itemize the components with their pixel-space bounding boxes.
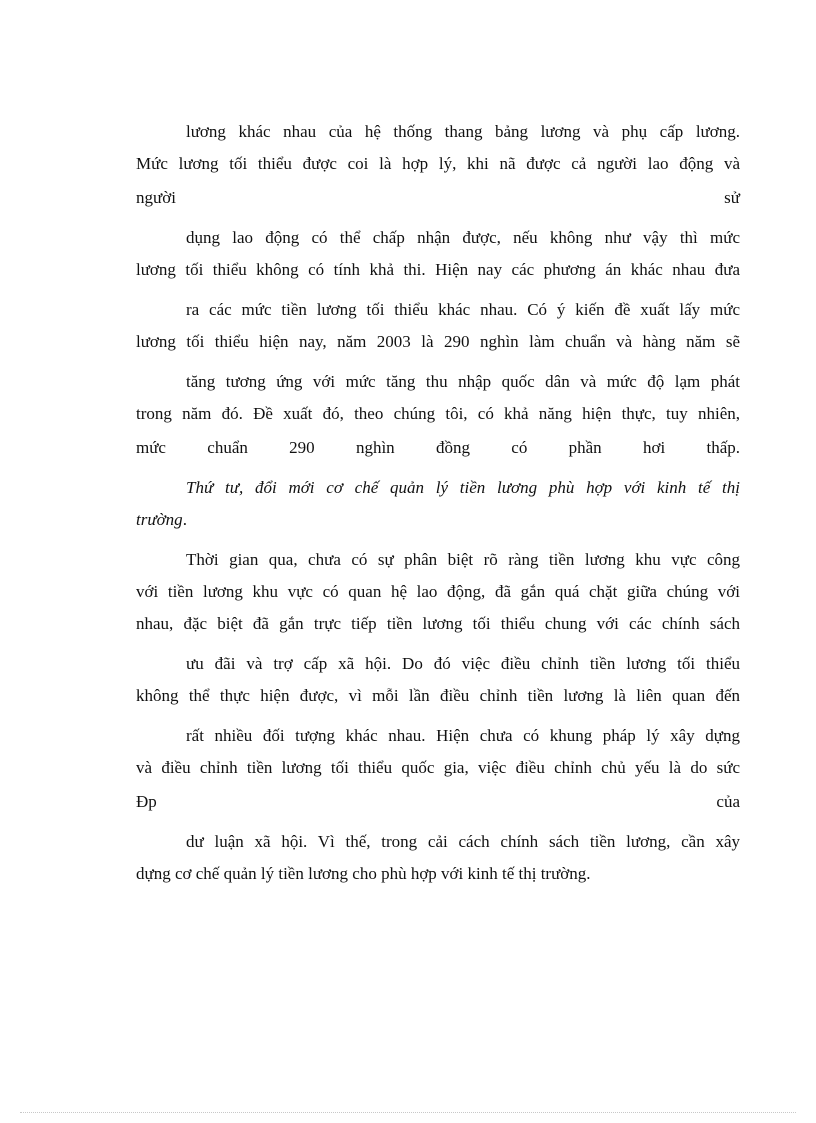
text-line-split [136,790,740,814]
text-line: rất nhiều đối tượng khác nhau. Hiện chưa có khung pháp lý xây dựng [186,726,740,745]
text-line: trong năm đó. Đề xuất đó, theo chúng tôi, có khả năng hiện thực, tuy nhiên, [136,404,740,423]
text-line: tăng tương ứng với mức tăng thu nhập quốc dân và mức độ lạm phát [186,372,740,391]
text-fragment: sử [724,188,740,207]
text-fragment: Đp [136,792,157,811]
text-line: dư luận xã hội. Vì thế, trong cải cách chính sách tiền lương, cần xây [186,832,740,851]
text-line: lương khác nhau của hệ thống thang bảng lương và phụ cấp lương. [186,122,740,141]
section-heading-cont [136,508,740,532]
text-line-split [136,186,740,210]
text-line: ra các mức tiền lương tối thiểu khác nhau. Có ý kiến đề xuất lấy mức [186,300,740,319]
text-line: dụng lao động có thể chấp nhận được, nếu không như vậy thì mức [186,228,740,247]
page-bottom-rule [20,1112,796,1113]
text-fragment: người [136,188,176,207]
text-line: không thể thực hiện được, vì mỗi lần điều chỉnh tiền lương là liên quan đến [136,686,740,705]
text-line: mức chuẩn 290 nghìn đồng có phần hơi thấp. [136,438,740,457]
text-fragment: . [182,510,187,529]
text-line: lương tối thiểu không có tính khả thi. Hiện nay các phương án khác nhau đưa [136,260,740,279]
text-fragment: của [716,792,740,811]
text-fragment: trường [136,510,183,529]
text-line: với tiền lương khu vực có quan hệ lao động, đã gắn quá chặt giữa chúng với [136,582,740,601]
text-line: dựng cơ chế quản lý tiền lương cho phù hợp với kinh tế thị trường. [136,864,591,883]
section-heading: Thứ tư, đổi mới cơ chế quản lý tiền lương phù hợp với kinh tế thị [186,478,740,497]
text-line: và điều chỉnh tiền lương tối thiểu quốc gia, việc điều chỉnh chủ yếu là do sức [136,758,740,777]
text-line: ưu đãi và trợ cấp xã hội. Do đó việc điều chỉnh tiền lương tối thiểu [186,654,740,673]
text-line: nhau, đặc biệt đã gắn trực tiếp tiền lương tối thiểu chung với các chính sách [136,614,740,633]
text-line: lương tối thiểu hiện nay, năm 2003 là 290 nghìn làm chuẩn và hàng năm sẽ [136,332,740,351]
text-line: Thời gian qua, chưa có sự phân biệt rõ ràng tiền lương khu vực công [186,550,740,569]
text-line: Mức lương tối thiểu được coi là hợp lý, khi nã được cả người lao động và [136,154,740,173]
